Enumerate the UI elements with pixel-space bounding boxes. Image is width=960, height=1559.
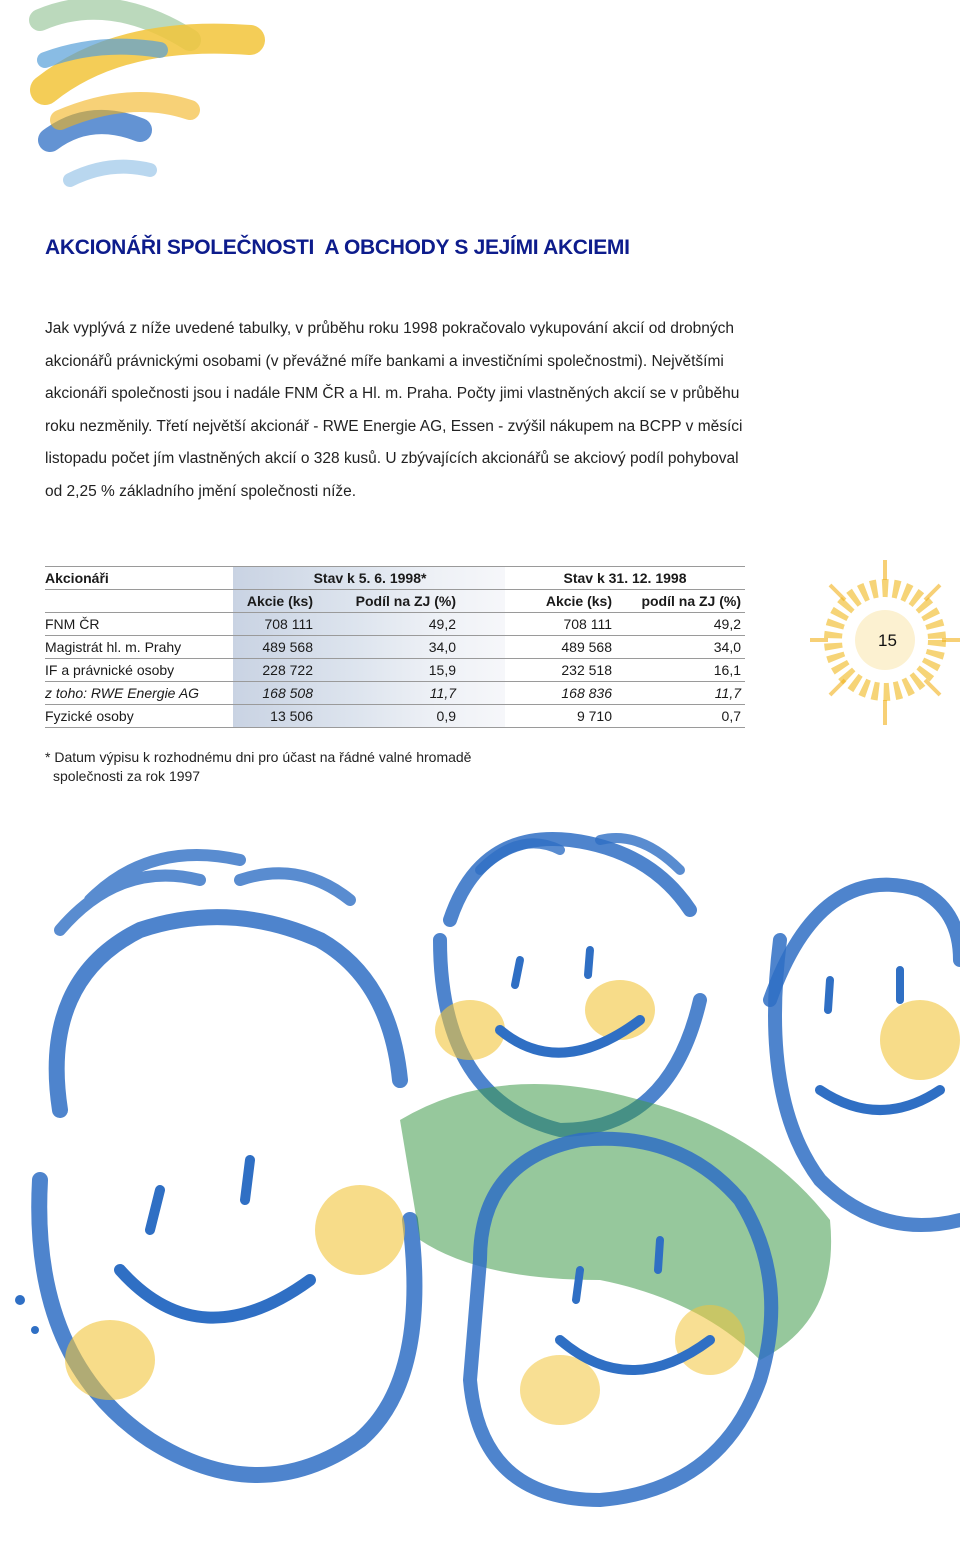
table-cell: 232 518 <box>561 662 612 678</box>
table-rule <box>45 612 745 613</box>
intro-line: od 2,25 % základního jmění společnosti níže. <box>45 482 357 500</box>
table-cell: 11,7 <box>714 685 741 701</box>
table-cell: 168 836 <box>561 685 612 701</box>
table-rule <box>45 566 745 567</box>
table-row-name: z toho: RWE Energie AG <box>45 685 200 701</box>
footnote-line: společnosti za rok 1997 <box>53 768 201 784</box>
table-cell: 228 722 <box>262 662 313 678</box>
table-cell: 13 506 <box>270 708 313 724</box>
table-cell: 49,2 <box>428 616 456 632</box>
column-label-shareholders: Akcionáři <box>45 570 109 586</box>
table-cell: 34,0 <box>713 639 741 655</box>
table-row-name: Fyzické osoby <box>45 708 134 724</box>
table-cell: 9 710 <box>576 708 612 724</box>
intro-line: roku nezměnily. Třetí největší akcionář - RWE Energie AG, Essen - zvýšil nákupem na BCPP v měsíci <box>45 417 743 435</box>
table-row-name: Magistrát hl. m. Prahy <box>45 639 182 655</box>
intro-line: akcionářů právnickými osobami (v převážné míře bankami a investičními společnostmi). Největšími <box>45 352 724 370</box>
group-header-december: Stav k 31. 12. 1998 <box>563 570 687 586</box>
table-cell: 489 568 <box>561 639 612 655</box>
crayon-face-left <box>39 855 414 1475</box>
table-rule <box>45 658 745 659</box>
subheader-shares-december: Akcie (ks) <box>545 593 612 609</box>
group-header-june: Stav k 5. 6. 1998* <box>313 570 427 586</box>
crayon-sun-illustration <box>790 540 960 800</box>
crayon-faces-illustration <box>0 800 960 1559</box>
table-row-name: FNM ČR <box>45 616 100 632</box>
table-rule <box>45 681 745 682</box>
table-cell: 11,7 <box>429 685 456 701</box>
footnote-line: * Datum výpisu k rozhodnému dni pro účast na řádné valné hromadě <box>45 749 472 765</box>
table-cell: 16,1 <box>713 662 741 678</box>
page-heading: AKCIONÁŘI SPOLEČNOSTI A OBCHODY S JEJÍMI AKCIEMI <box>45 236 630 259</box>
intro-line: listopadu počet jím vlastněných akcií o 328 kusů. U zbývajících akcionářů se akciový podíl pohyboval <box>45 450 739 467</box>
table-cell: 489 568 <box>262 639 313 655</box>
table-cell: 0,7 <box>721 708 741 724</box>
table-rule <box>45 589 745 590</box>
table-cell: 708 111 <box>264 616 313 632</box>
subheader-share-pct-december: podíl na ZJ (%) <box>641 593 741 609</box>
table-cell: 168 508 <box>262 685 313 701</box>
table-cell: 34,0 <box>428 639 456 655</box>
table-cell: 15,9 <box>428 662 456 678</box>
subheader-shares-june: Akcie (ks) <box>246 593 313 609</box>
table-rule <box>45 635 745 636</box>
table-rule <box>45 727 745 728</box>
page-number: 15 <box>878 631 897 650</box>
crayon-illustration-top <box>0 0 300 240</box>
crayon-face-right <box>770 885 960 1225</box>
table-cell: 0,9 <box>436 708 456 724</box>
table-cell: 49,2 <box>713 616 741 632</box>
intro-line: akcionáři společnosti jsou i nadále FNM ČR a Hl. m. Praha. Počty jimi vlastněných akcií se v průběhu <box>45 385 740 402</box>
table-row-name: IF a právnické osoby <box>45 662 175 678</box>
intro-line: Jak vyplývá z níže uvedené tabulky, v průběhu roku 1998 pokračovalo vykupování akcií od drobných <box>45 320 735 337</box>
table-cell: 708 111 <box>563 616 612 632</box>
intro-paragraph <box>45 313 775 508</box>
table-rule <box>45 704 745 705</box>
footnote <box>45 748 471 786</box>
subheader-share-pct-june: Podíl na ZJ (%) <box>355 593 456 609</box>
